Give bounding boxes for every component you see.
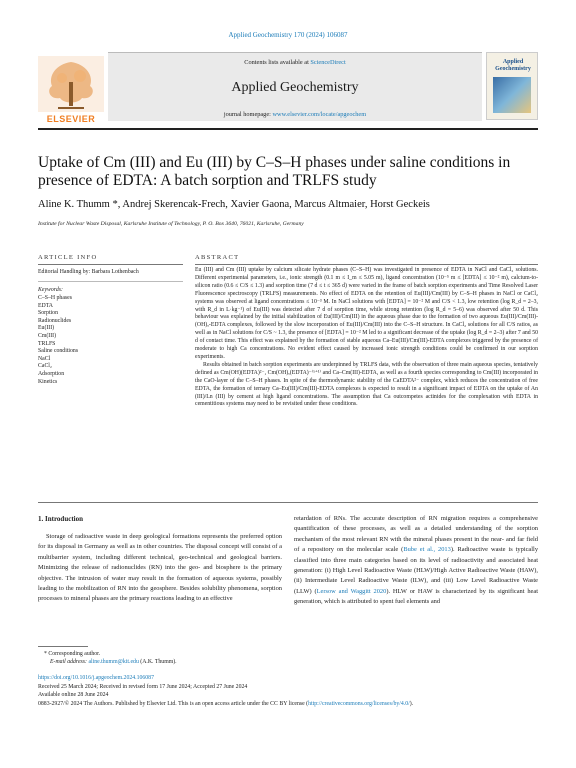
elsevier-tree-icon [38, 56, 104, 112]
journal-reference-link[interactable]: Applied Geochemistry 170 (2024) 106087 [228, 31, 348, 39]
corresponding-author-note: * Corresponding author. [44, 651, 101, 657]
available-online: Available online 28 June 2024 [38, 692, 109, 698]
keyword: Radionuclides [38, 317, 72, 324]
email-line [38, 658, 538, 666]
homepage-line [108, 111, 482, 118]
homepage-link[interactable]: www.elsevier.com/locate/apgeochem [272, 111, 367, 118]
keyword: EDTA [38, 302, 53, 309]
contents-line [108, 59, 482, 66]
received-dates: Received 25 March 2024; Received in revised form 17 June 2024; Accepted 27 June 2024 [38, 684, 248, 690]
author-list: Aline K. Thumm *, Andrej Skerencak-Frech, Xavier Gaona, Marcus Altmaier, Horst Geckeis [38, 199, 430, 210]
abstract-bottom-rule [38, 502, 538, 503]
journal-cover-thumbnail[interactable] [486, 52, 538, 120]
affiliation: Institute for Nuclear Waste Disposal, Karlsruhe Institute of Technology, P. O. Box 3640, 76021, Karlsruhe, Germany [38, 221, 304, 227]
intro-paragraph [294, 514, 538, 608]
abstract-rule [195, 264, 538, 265]
handling-rule [38, 281, 183, 282]
journal-header [38, 52, 538, 126]
keyword: CaCl₂ [38, 363, 52, 370]
elsevier-logo[interactable] [38, 56, 104, 122]
intro-right-column [294, 514, 538, 608]
keyword: TRLFS [38, 340, 56, 347]
article-info-rule [38, 264, 183, 265]
email-label: E-mail address: [50, 659, 89, 665]
cover-title: Applied Geochemistry [495, 59, 531, 72]
contents-prefix: Contents lists available at [244, 59, 311, 66]
intro-left-column [38, 532, 282, 605]
license-line [38, 700, 538, 708]
abstract-body [195, 267, 538, 409]
email-suffix: (A.K. Thumm). [138, 659, 177, 665]
abstract-paragraph: Results obtained in batch sorption experiments are underpinned by TRLFS data, with the observation of three main aqueous species, tentatively defined as Cm(OH)(EDTA)²⁻, Cm(OH)ₓ(EDTA)⁻⁽ˣ⁺¹⁾ and Ca–Cm(III)-EDTA, as well as a fourth species corresponding to Cm(III) incorporated in the CaO-layer of the C–S–H phases. In spite of the thermodynamic stability of the CaEDTA²⁻ complex, which reduces the concentration of free EDTA, the formation of ternary Ca–Eu(III)/Cm(III)-EDTA complexes is expected to result in a significant impact of EDTA on the uptake of An (III)/Ln (III) by cement at high ligand concentrations. The assumption that Ca outcompetes actinides for the complexation with EDTA in cementitious systems may need to be revisited under these conditions. [195, 361, 538, 408]
doi-link[interactable]: https://doi.org/10.1016/j.apgeochem.2024.106087 [38, 675, 154, 681]
keyword: Saline conditions [38, 348, 79, 355]
keywords-list [38, 295, 183, 386]
journal-name: Applied Geochemistry [231, 80, 359, 95]
keyword: Adsorption [38, 370, 65, 377]
editorial-handling: Editorial Handling by: Barbara Lothenbach [38, 269, 139, 275]
elsevier-wordmark: ELSEVIER [46, 114, 96, 124]
intro-paragraph: Storage of radioactive waste in deep geological formations represents the preferred option for its disposal in Germany as well as in other countries. The disposal concept will consist of a multibarrier system, including different technical, geo-technical and geological barriers. Minimizing the release of radionuclides (RN) into the geo- and biosphere is the primary objective. The intrusion of water may result in the formation of aqueous systems, possibly leading to the mobilization of RN into the geosphere. Besides solubility phenomena, sorption processes to mineral phases are the primary reactions leading to an effective [38, 533, 282, 603]
email-link[interactable]: aline.thumm@kit.edu [88, 659, 139, 665]
license-link[interactable]: http://creativecommons.org/licenses/by/4.0/ [308, 701, 410, 707]
footnote-rule [38, 646, 88, 647]
homepage-prefix: journal homepage: [223, 111, 273, 118]
license-suffix: ). [409, 701, 414, 707]
intro-text: ). HLW or HAW is characterized by its significant heat generation, which is attributed to spent fuel elements and [294, 587, 538, 606]
masthead [108, 52, 482, 121]
sciencedirect-link[interactable]: ScienceDirect [310, 59, 346, 66]
article-info-heading: ARTICLE INFO [38, 254, 98, 261]
keyword: Sorption [38, 310, 58, 317]
citation-link[interactable]: Lersow and Waggitt 2020 [316, 587, 387, 595]
keyword: Eu(III) [38, 325, 55, 332]
intro-text: ). Radioactive waste is typically classified into three main categories based on its level of radioactivity and associated heat generation: (i) High Level Radioactive Waste (HLW)/High Active Radioactive Waste (HAW), (ii) Intermediate Level Radioactive Waste (ILW), and (iii) Low Level Radioactive Waste (LLW) ( [294, 546, 539, 595]
abstract-heading: ABSTRACT [195, 254, 240, 261]
keyword: Cm(III) [38, 332, 57, 339]
header-divider [38, 128, 538, 130]
keywords-label: Keywords: [38, 287, 63, 293]
keyword: C–S–H phases [38, 295, 72, 301]
citation-link[interactable]: Bube et al., 2013 [403, 546, 451, 554]
cover-art [493, 77, 531, 113]
license-prefix: 0883-2927/© 2024 The Authors. Published by Elsevier Ltd. This is an open access article under the CC BY license ( [38, 701, 309, 707]
keyword: NaCl [38, 355, 51, 362]
abstract-paragraph: Eu (III) and Cm (III) uptake by calcium silicate hydrate phases (C–S–H) was investigated in presence of EDTA in NaCl and CaCl₂ solutions. Different experimental parameters, i.e., ionic strength (0.1 m ≤ I_m ≤ 5.05 m), ligand concentration (10⁻⁵ m ≤ [EDTA] ≤ 10⁻² m), calcium-to-silicon ratio (0.6 ≤ C/S ≤ 1.3) and sorption time (7 d ≤ t ≤ 365 d) were varied in the frame of batch sorption experiments and Time Resolved Laser Fluorescence spectroscopy (TRLFS) measurements. No effect of EDTA on the retention of Eu(III)/Cm(III) by C–S–H phases in NaCl or CaCl₂ systems was observed at ligand concentrations ≤ 10⁻³ M. In NaCl solutions with [EDTA] = 10⁻² M and C/S < 1.3, low retention (log R_d = 2–3, with R_d in L·kg⁻¹) of Eu(III) was detected after 7 d of sorption time, while strong retention (log R_d = 5–6) was observed after 50 d. This behaviour was explained by the initial stabilization of Eu(III)/Cm(III) in the aqueous phase due to the formation of two aqueous Eu(III)/Cm(III)-(OH)ₓ-EDTA complexes, followed by the slow incorporation of Eu(III)/Cm(III) into the C–S–H structure. In CaCl₂ solutions for all C/S ratios, as well as in NaCl solutions for C/S ~ 1.3, the presence of [EDTA] = 10⁻² M led to a significant decrease of the uptake (log R_d = 2–3) after 7 and 50 d of contact time. This effect was explained by the formation of stable aqueous Ca–Eu(III)/Cm(III)-EDTA complexes triggered by the presence of moderate to high Ca concentrations. No evident effect caused by increased ionic strength conditions could be confirmed in our sorption experiments. [195, 267, 538, 360]
keyword: Kinetics [38, 378, 58, 385]
intro-text: retardation of RNs. The accurate description of RN migration requires a comprehensive quantification of these processes, as well as a detailed understanding of the sorption mechanism of the most relevant RN with the mineral phases present in the near- and far field of a repository on the molecular scale ( [294, 515, 538, 554]
article-title: Uptake of Cm (III) and Eu (III) by C–S–H phases under saline conditions in presence of EDTA: A batch sorption and TRLFS study [38, 154, 511, 189]
intro-heading: 1. Introduction [38, 515, 83, 523]
